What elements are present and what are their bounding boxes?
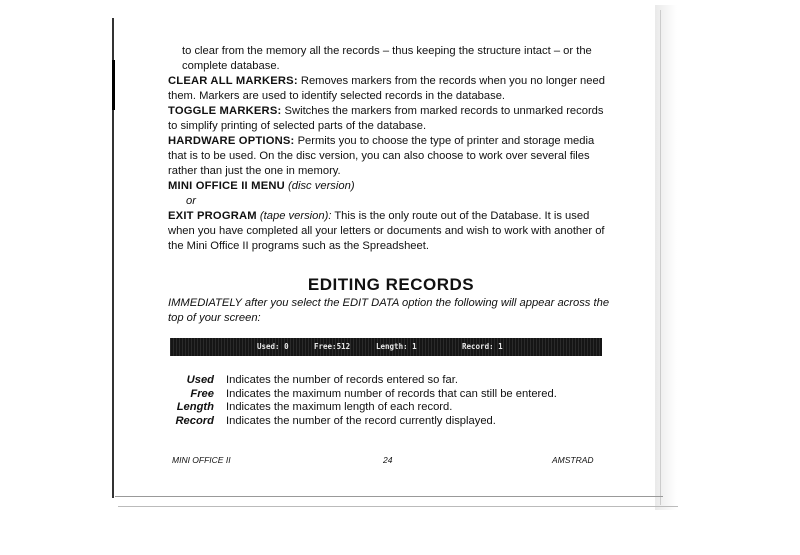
entry-keyword: TOGGLE MARKERS: (168, 105, 282, 117)
page-bottom-edge (115, 486, 663, 497)
or-text: or (186, 195, 196, 207)
entry-text: Permits you to choose the type of printer and storage media that is to be used. On the disc version, you can also choose to work over several files rather than just the one in memory. (168, 135, 595, 177)
status-bar-image (170, 338, 602, 356)
menu-options-text (168, 44, 614, 254)
entry-keyword: EXIT PROGRAM (168, 210, 257, 222)
definitions-list (168, 374, 588, 428)
definition-row (168, 388, 588, 402)
entry-toggle-markers (168, 104, 614, 134)
definition-desc: Indicates the maximum number of records that can still be entered. (226, 387, 557, 400)
top-continuation: to clear from the memory all the records – thus keeping the structure intact – or the complete database. (182, 45, 592, 72)
status-length: Length: 1 (376, 342, 417, 351)
status-used: Used: 0 (257, 342, 289, 351)
definition-desc: Indicates the number of records entered so far. (226, 374, 458, 386)
definition-term: Used (186, 374, 214, 386)
status-record: Record: 1 (462, 342, 503, 351)
definition-term: Free (190, 387, 214, 400)
page-number: 24 (383, 455, 393, 465)
definition-row (168, 401, 588, 415)
page-stack-line (660, 10, 661, 505)
page-stack-shadow (655, 5, 677, 510)
footer-left: MINI OFFICE II (172, 455, 231, 465)
section-intro: IMMEDIATELY after you select the EDIT DATA option the following will appear across the top of your screen: (168, 297, 610, 324)
definition-row (168, 374, 588, 388)
entry-note: (tape version): (259, 210, 332, 222)
entry-exit-program (168, 209, 614, 254)
entry-mini-office-menu (168, 179, 614, 194)
page-bottom-edge-under (118, 500, 678, 507)
entry-clear-all-markers (168, 74, 614, 104)
entry-text: This is the only route out of the Database. It is used when you have completed all your letters or documents and wish to work with another of the Mini Office II programs such as the Spreadsheet. (168, 210, 605, 252)
entry-keyword: CLEAR ALL MARKERS: (168, 75, 298, 87)
entry-keyword: MINI OFFICE II MENU (168, 180, 285, 192)
entry-hardware-options (168, 134, 614, 179)
definition-row (168, 415, 588, 429)
entry-text: Removes markers from the records when you no longer need them. Markers are used to identify selected records in the database. (168, 75, 605, 102)
footer-right: AMSTRAD (552, 455, 594, 465)
section-heading: EDITING RECORDS (307, 275, 475, 294)
status-free: Free:512 (314, 342, 351, 351)
definition-desc: Indicates the maximum length of each record. (226, 401, 453, 413)
definition-term: Length (176, 401, 214, 413)
entry-keyword: HARDWARE OPTIONS: (168, 135, 295, 147)
definition-desc: Indicates the number of the record currently displayed. (226, 414, 496, 427)
entry-note: (disc version) (288, 180, 355, 192)
definition-term: Record (175, 414, 214, 427)
entry-text: Switches the markers from marked records to unmarked records to simplify printing of selected parts of the database. (168, 105, 604, 132)
page-left-edge-mark (112, 60, 115, 110)
